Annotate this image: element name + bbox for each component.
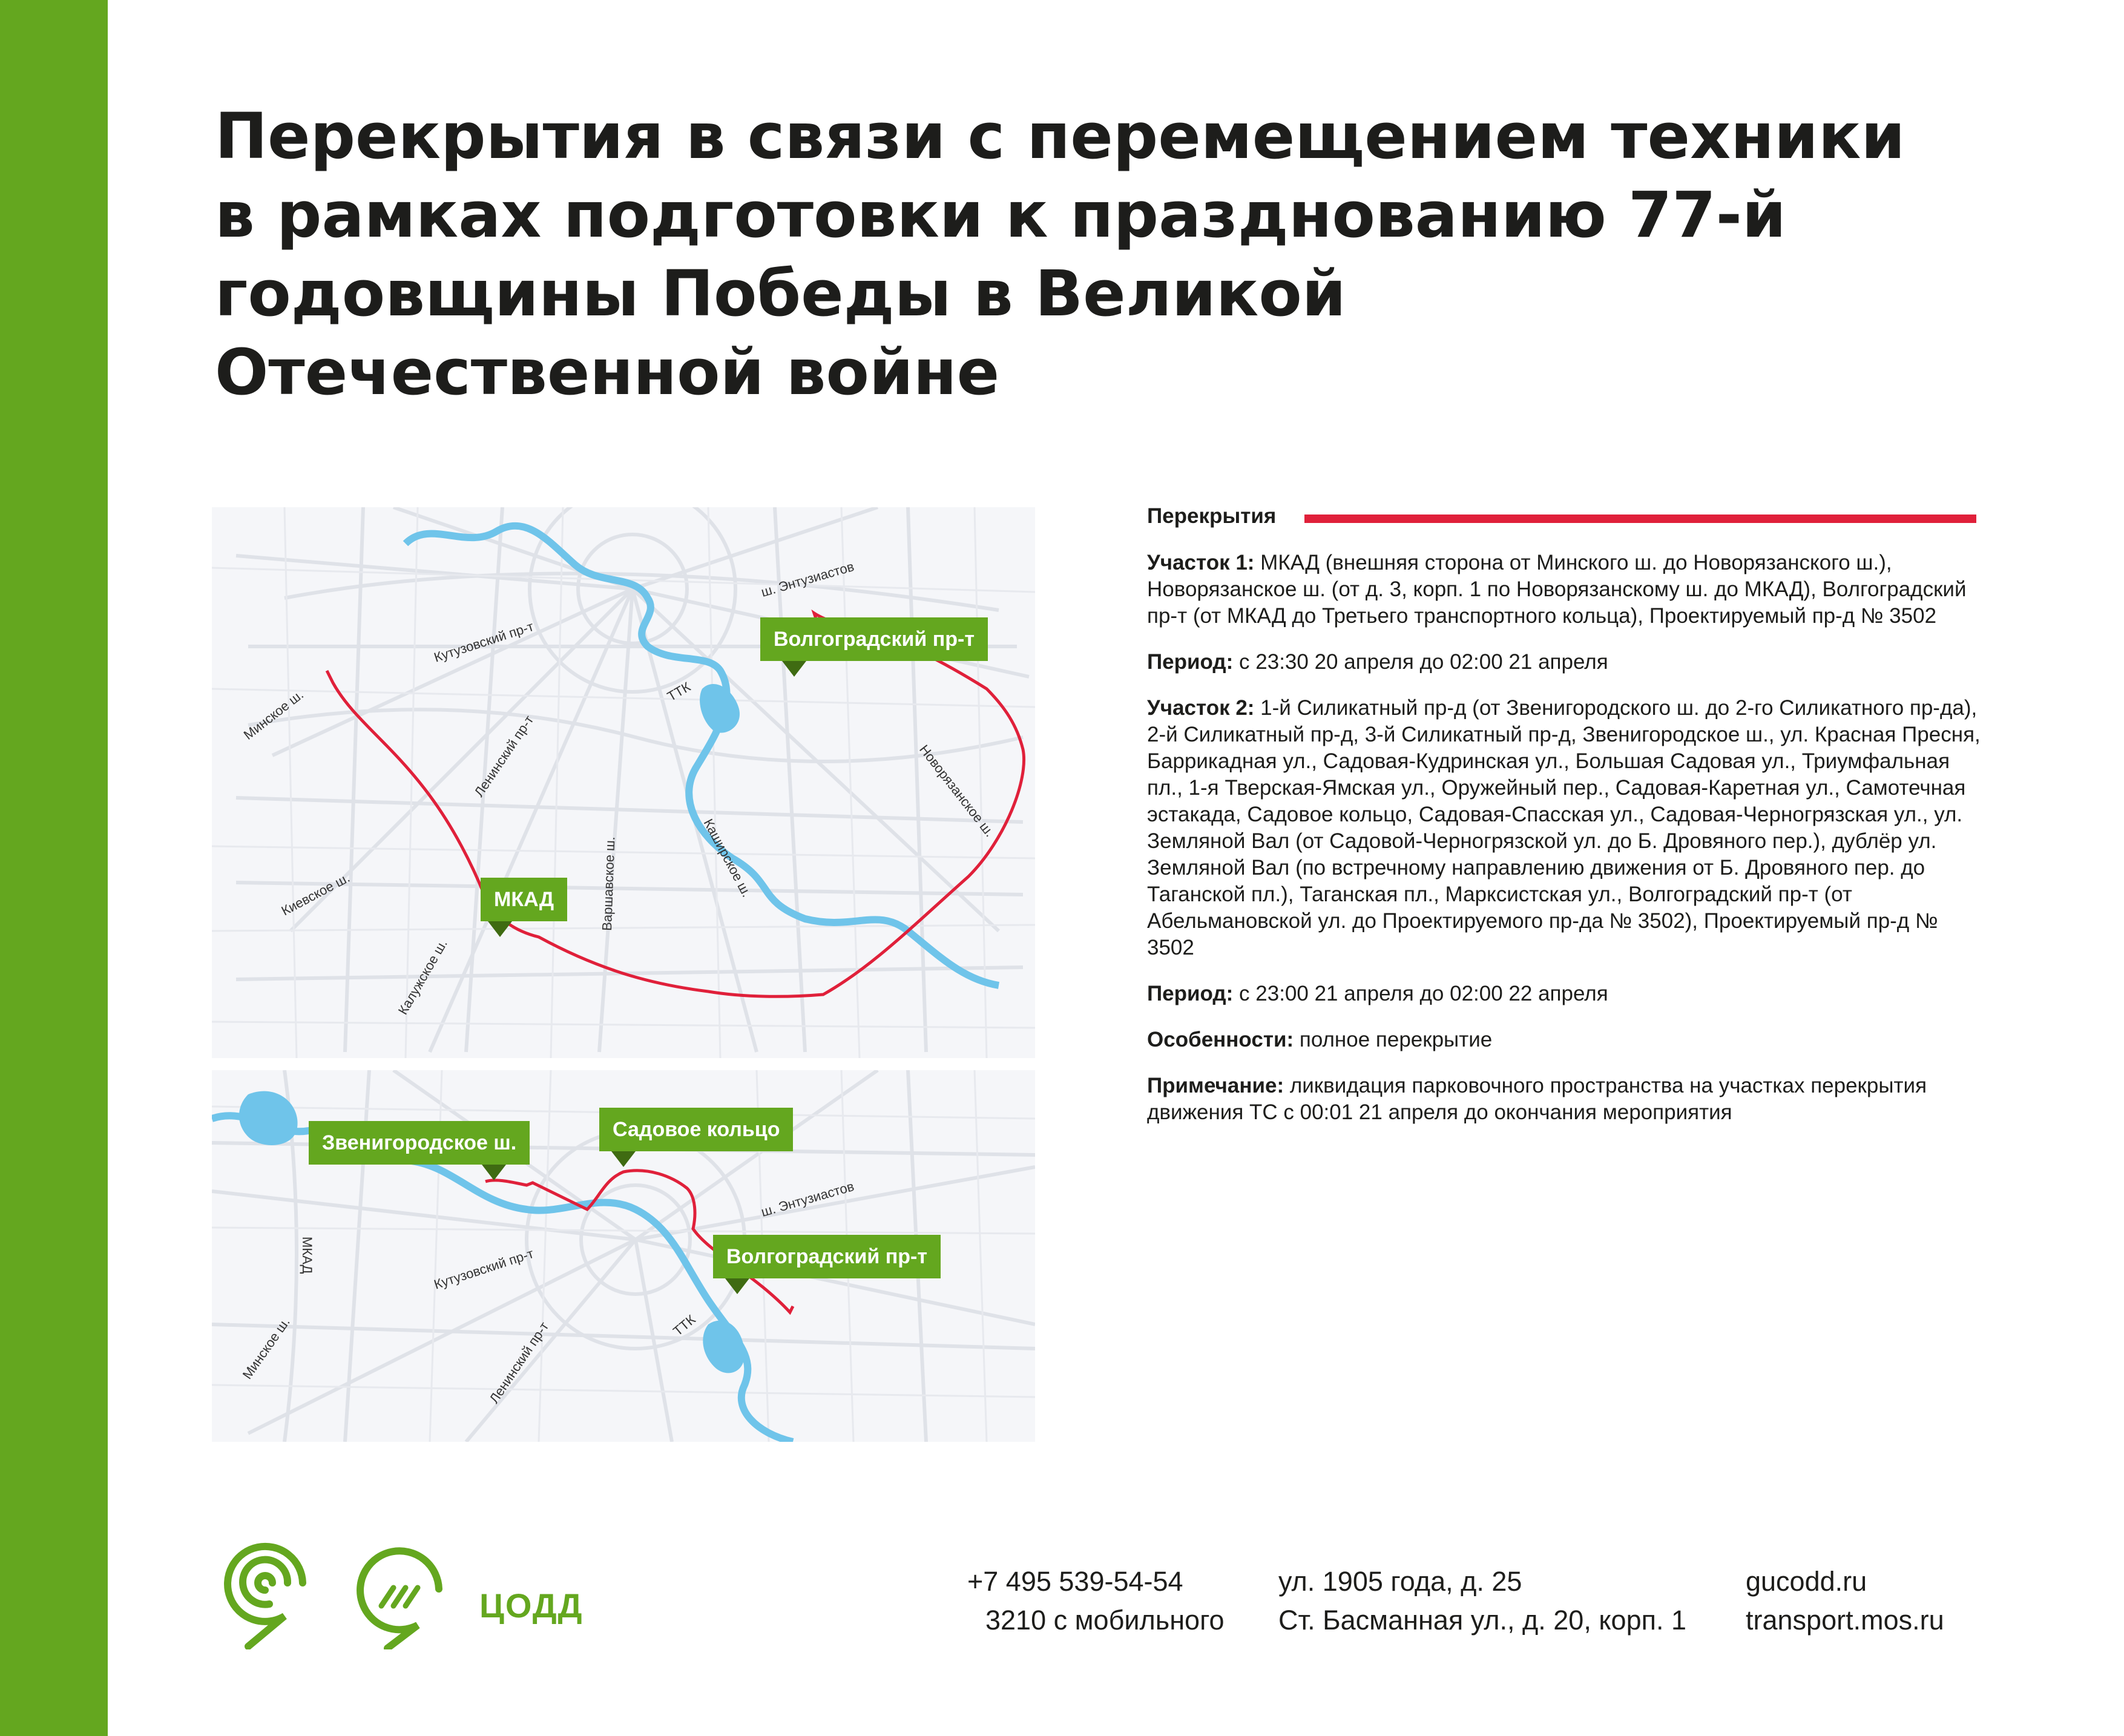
- features: [1147, 1027, 1982, 1053]
- section-1: [1147, 550, 1982, 630]
- label-novoryazanskoe: Новорязанское ш.: [916, 741, 998, 840]
- callout-pointer: [782, 661, 806, 677]
- section-1-label: Участок 1:: [1147, 551, 1255, 574]
- callout-pointer: [482, 1165, 506, 1180]
- label-ttk: ТТК: [665, 679, 693, 705]
- closures-heading-label: Перекрытия: [1147, 504, 1277, 528]
- map-section-1: [212, 507, 1035, 1058]
- heading-divider: [1304, 515, 1976, 523]
- closures-heading: [1147, 501, 1982, 531]
- footer-mobile: 3210 с мобильного: [985, 1605, 1225, 1636]
- footer-phone[interactable]: +7 495 539-54-54: [967, 1566, 1183, 1597]
- callout-pointer: [725, 1278, 749, 1294]
- label-leninsky: Ленинский пр-т: [471, 712, 537, 800]
- features-text: полное перекрытие: [1294, 1028, 1493, 1051]
- period-2: [1147, 981, 1982, 1007]
- footer-site-2[interactable]: transport.mos.ru: [1746, 1605, 1944, 1636]
- features-label: Особенности:: [1147, 1028, 1294, 1051]
- callout-volgogradsky: [713, 1235, 941, 1278]
- lake: [700, 684, 740, 733]
- footer-address-1: ул. 1905 года, д. 25: [1278, 1566, 1522, 1597]
- callout-mkad: [481, 878, 567, 921]
- section-1-text: МКАД (внешняя сторона от Минского ш. до Новорязанского ш.), Новорязанское ш. (от д. 3, корп. 1 по Новорязанскому ш. до МКАД), Волгоградский пр-т (от МКАД до Третьего транспортного кольца), Проектируемый пр-д № 3502: [1147, 551, 1967, 628]
- lake: [703, 1321, 745, 1373]
- callout-sadovoe: [599, 1108, 793, 1151]
- footer-site-1[interactable]: gucodd.ru: [1746, 1566, 1867, 1597]
- codd-nine-logo-icon: [345, 1540, 454, 1649]
- callout-mkad-label: МКАД: [494, 888, 554, 911]
- map-section-2: [212, 1070, 1035, 1442]
- callout-volgogradsky-label: Волгоградский пр-т: [774, 628, 975, 651]
- callout-pointer: [488, 921, 512, 937]
- label-minskoe: Минское ш.: [239, 1314, 293, 1382]
- label-leninsky: Ленинский пр-т: [486, 1319, 552, 1406]
- label-kutuzovsky: Кутузовский пр-т: [432, 618, 536, 665]
- callout-pointer: [611, 1151, 636, 1167]
- callout-zvenigorodskoe-label: Звенигородское ш.: [322, 1131, 517, 1154]
- callout-sadovoe-label: Садовое кольцо: [613, 1118, 780, 1141]
- period-1: [1147, 649, 1982, 676]
- note: [1147, 1073, 1982, 1126]
- section-2-text: 1-й Силикатный пр-д (от Звенигородского ш. до 2-го Силикатного пр-да), 2-й Силикатный пр-д, 3-й Силикатный пр-д, Звенигородское ш., ул. Красная Пресня, Баррикадная ул., Садовая-Кудринская ул., Большая Садовая ул., Триумфальная пл., 1-я Тверская-Ямская ул., Оружейный пер., Садовая-Каретная ул., Самотечная эстакада, Садовое кольцо, Садовая-Спасская ул., Садовая-Черногрязская ул., ул. Земляной Вал (от Садовой-Черногрязской ул. до Б. Дровяного пер.), дублёр ул. Земляной Вал (по встречному направлению движения от Б. Дровяного пер. до Таганской пл.), Таганская пл., Марксистская ул., Волгоградский пр-т (от Абельмановской ул. до Проектируемого пр-да № 3502), Проектируемый пр-д № 3502: [1147, 696, 1981, 959]
- label-kaluzhskoe: Калужское ш.: [395, 936, 450, 1018]
- label-kievskoe: Киевское ш.: [278, 870, 352, 919]
- left-accent-bar: [0, 0, 108, 1736]
- period-2-label: Период:: [1147, 982, 1234, 1005]
- note-text: ликвидация парковочного пространства на участках перекрытия движения ТС с 00:01 21 апреля до окончания мероприятия: [1147, 1074, 1927, 1124]
- note-label: Примечание:: [1147, 1074, 1284, 1097]
- label-kutuzovsky: Кутузовский пр-т: [432, 1245, 536, 1292]
- label-minskoe: Минское ш.: [240, 686, 307, 743]
- callout-volgogradsky: [760, 617, 988, 661]
- closures-info-panel: [1147, 501, 1982, 1145]
- period-1-label: Период:: [1147, 650, 1234, 674]
- moscow-nine-logo-icon: [212, 1540, 321, 1649]
- label-kashirskoe: Каширское ш.: [700, 816, 755, 900]
- brand-name: ЦОДД: [479, 1586, 584, 1625]
- callout-volgogradsky-label: Волгоградский пр-т: [726, 1245, 927, 1268]
- label-enthusiastov: ш. Энтузиастов: [759, 559, 856, 600]
- label-enthusiastov: ш. Энтузиастов: [759, 1179, 856, 1220]
- label-varshavskoe: Варшавское ш.: [599, 836, 618, 932]
- period-2-text: с 23:00 21 апреля до 02:00 22 апреля: [1233, 982, 1608, 1005]
- label-mkad: МКАД: [300, 1237, 315, 1274]
- period-1-text: с 23:30 20 апреля до 02:00 21 апреля: [1233, 650, 1608, 674]
- section-2: [1147, 695, 1982, 961]
- footer-address-2: Ст. Басманная ул., д. 20, корп. 1: [1278, 1605, 1686, 1636]
- section-2-label: Участок 2:: [1147, 696, 1255, 720]
- label-ttk: ТТК: [670, 1312, 699, 1339]
- page-title: Перекрытия в связи с перемещением техники в рамках подготовки к празднованию 77-й годовщины Победы в Великой Отечественной войне: [215, 99, 1905, 409]
- callout-zvenigorodskoe: [309, 1121, 530, 1165]
- map-section-1-canvas: [212, 507, 1035, 1058]
